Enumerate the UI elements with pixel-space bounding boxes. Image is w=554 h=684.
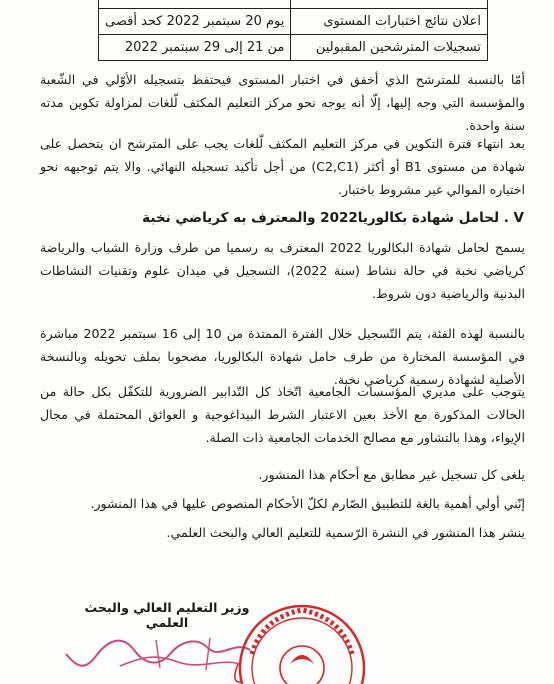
paragraph-publication: ينشر هذا المنشور في النشرة الرّسمية للتعليم العالي والبحث العلمي. bbox=[166, 525, 525, 540]
table-cell-label: تسجيلات المترشحين المقبولين bbox=[291, 35, 488, 61]
paragraph-failed-candidate: أمّا بالنسبة للمترشح الذي أخفق في اختبار المستوى فيحتفظ بتسجيله الأوّلي في الشّعبة والمؤسسة التي وجه إليها، إلّا أنه يوجه نحو مركز التعليم المكثف لّلغات لمزاولة تكوين مدته سنة واحدة. bbox=[40, 72, 525, 133]
table-cell-value: من 21 إلى 29 سبتمبر 2022 bbox=[99, 35, 291, 61]
schedule-table bbox=[98, 0, 488, 61]
signatory-title: وزير التعليم العالي والبحث العلمي bbox=[84, 600, 250, 630]
paragraph-directors-duty: يتوجب على مديري المؤسسات الجامعية اتّخاذ كل التّدابير الضرورية للتكفّل بكل حالة من الحالات المذكورة مع الأخذ بعين الاعتبار الشرط البيداغوجية و العوائق المحتملة في مجال الإيواء، وهذا بالتشاور مع مصالح الخدمات الجامعية ذات الصلة. bbox=[40, 384, 525, 445]
paragraph-training-center: بعد انتهاء فترة التكوين في مركز التعليم المكثف لّلغات يجب على المترشح ان يتحصل على شهادة من مستوى B1 أو أكثر (C2,C1) من أجل تأكيد تسجيله النهائي. والا يتم توجيهه نحو اختياره الموالي غير مشروط باختبار. bbox=[40, 136, 525, 197]
section-heading: V . لحامل شهادة بكالوريا2022 والمعترف به كرياضي نخبة bbox=[142, 210, 524, 226]
table-cell-label: اعلان نتائج اختبارات المستوى bbox=[291, 9, 488, 35]
paragraph-strict-application: إنّني أولي أهمية بالغة للتطبيق الصّارم لكلّ الأحكام المنصوص عليها في هذا المنشور. bbox=[90, 496, 525, 511]
paragraph-elite-athlete: يسمح لحامل شهادة البكالوريا 2022 المعترف به رسميا من طرف وزارة الشباب والرياضة كرياضي نخبة في حالة نشاط (سنة 2022)، التسجيل في ميدان علوم وتقنيات النشاطات البدنية والرياضية دون شروط. bbox=[40, 240, 526, 301]
table-cell-label bbox=[291, 0, 488, 9]
table-cell-value bbox=[99, 0, 291, 9]
table-cell-value: يوم 20 سبتمبر 2022 كحد أقصى bbox=[99, 9, 291, 35]
table-row bbox=[99, 9, 488, 35]
table-row bbox=[99, 0, 488, 9]
table-row bbox=[99, 35, 488, 61]
paragraph-cancellation: يلغى كل تسجيل غير مطابق مع أحكام هذا المنشور. bbox=[258, 467, 525, 482]
official-seal bbox=[232, 594, 372, 684]
paragraph-registration-period: بالنسبة لهذه الفئة، يتم التّسجيل خلال الفترة الممتدة من 10 إلى 16 سبتمبر 2022 مباشرة في المؤسسة المختارة من طرف حامل شهادة البكالوريا، مصحوبا بملف تحويله وبالنسخة الأصلية لشهادة رسمية كرياضي نخبة. bbox=[40, 326, 525, 387]
handwritten-signature bbox=[60, 636, 260, 674]
